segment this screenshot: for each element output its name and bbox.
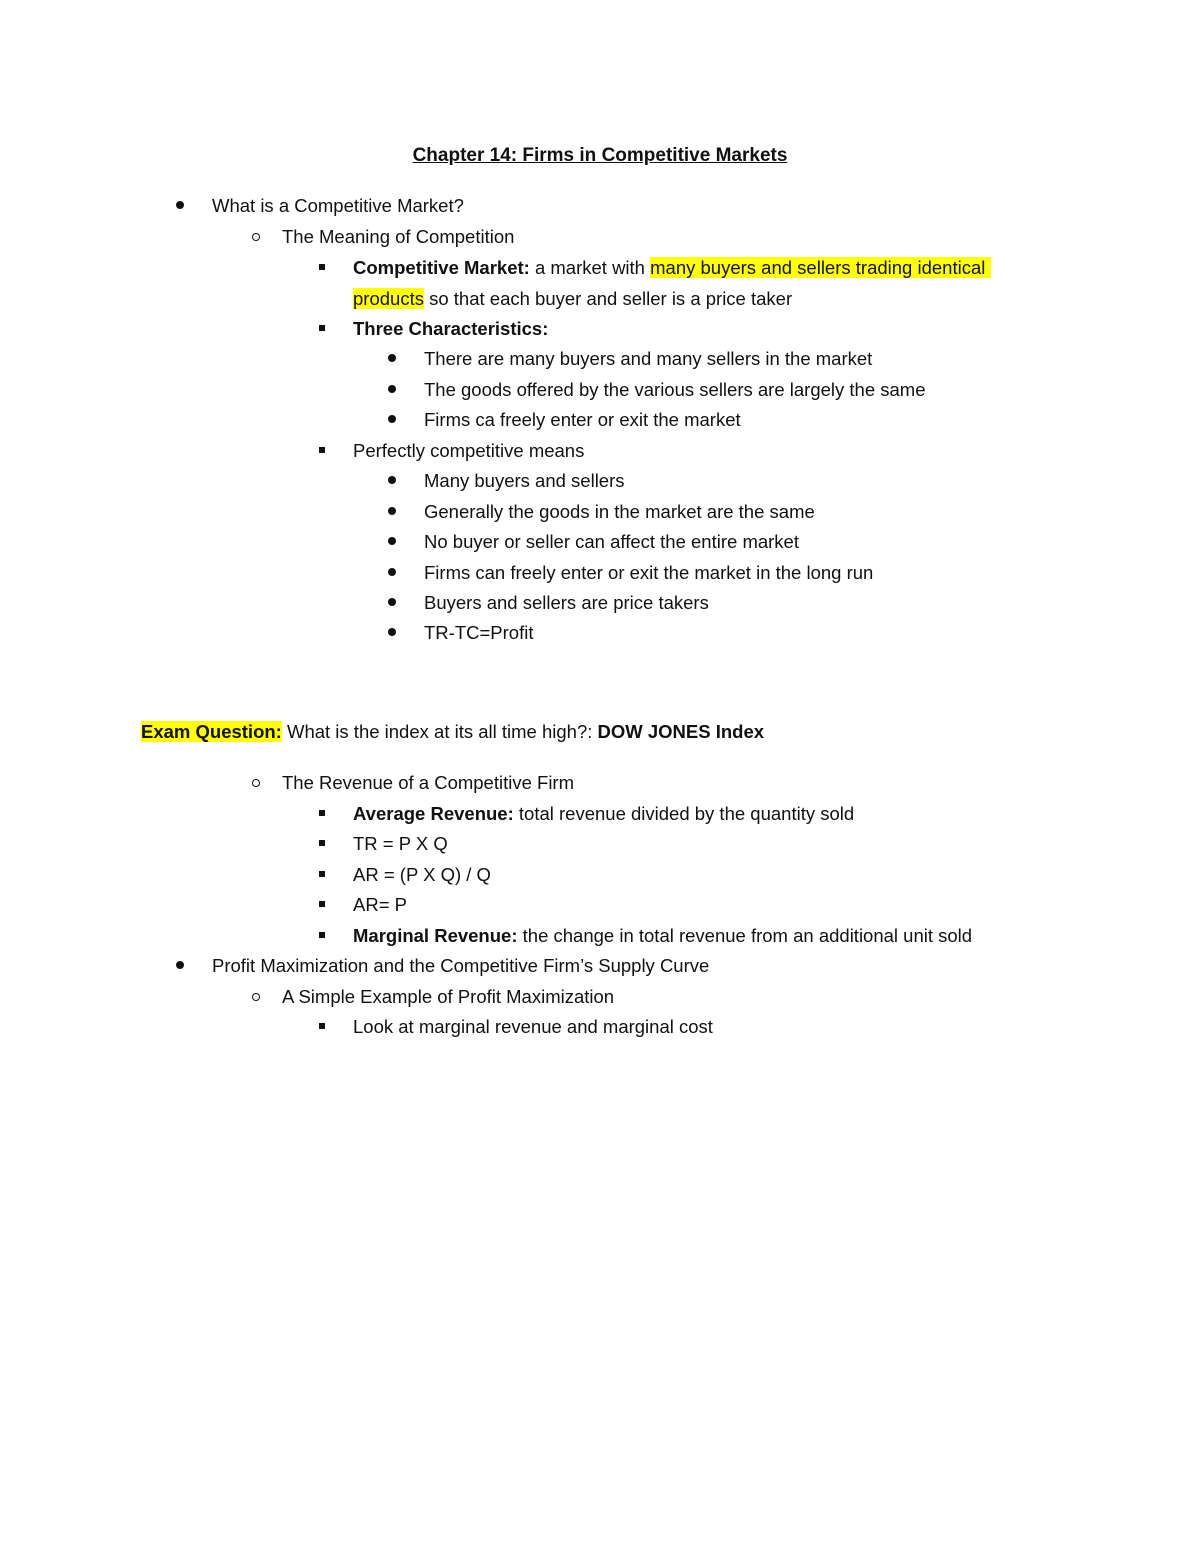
formula: TR = P X Q <box>353 833 448 854</box>
definition-line <box>353 256 991 280</box>
bullet-square-icon <box>312 256 332 280</box>
definition-term: Competitive Market: <box>353 257 530 278</box>
highlighted-text: many buyers and sellers trading identical <box>650 257 986 278</box>
bullet-dot-icon <box>382 591 402 615</box>
bullet-dot-icon <box>382 469 402 493</box>
exam-question <box>141 720 764 744</box>
bullet-square-icon <box>312 924 332 948</box>
bullet-dot-icon <box>382 621 402 645</box>
subsection-heading: A Simple Example of Profit Maximization <box>282 986 615 1007</box>
definition-continuation <box>353 287 792 311</box>
highlighted-text: products <box>353 288 424 309</box>
bullet-square-icon <box>312 802 332 826</box>
list-item: Firms can freely enter or exit the market in the long run <box>424 562 874 583</box>
list-item: TR-TC=Profit <box>424 622 534 643</box>
bullet-square-icon <box>312 893 332 917</box>
characteristics-label: Three Characteristics: <box>353 318 549 339</box>
formula: AR= P <box>353 894 407 915</box>
exam-answer: DOW JONES Index <box>597 721 765 742</box>
bullet-square-icon <box>312 439 332 463</box>
bullet-square-icon <box>312 1015 332 1039</box>
bullet-dot-icon <box>170 954 190 978</box>
page-title: Chapter 14: Firms in Competitive Markets <box>412 145 788 166</box>
bullet-dot-icon <box>382 500 402 524</box>
bullet-dot-icon <box>382 530 402 554</box>
bullet-square-icon <box>312 317 332 341</box>
subsection-heading: The Meaning of Competition <box>282 226 515 247</box>
highlight-trail <box>985 257 990 278</box>
definition-text: a market with <box>529 257 651 278</box>
bullet-square-icon <box>312 863 332 887</box>
list-item: Many buyers and sellers <box>424 470 625 491</box>
bullet-circle-icon <box>246 985 266 1009</box>
perfect-competition-label: Perfectly competitive means <box>353 440 585 461</box>
definition-term: Average Revenue: <box>353 803 514 824</box>
list-item: Firms ca freely enter or exit the market <box>424 409 741 430</box>
list-item: Generally the goods in the market are the same <box>424 501 815 522</box>
formula: AR = (P X Q) / Q <box>353 864 491 885</box>
definition-text: so that each buyer and seller is a price taker <box>423 288 793 309</box>
list-item: No buyer or seller can affect the entire market <box>424 531 799 552</box>
subsection-heading: The Revenue of a Competitive Firm <box>282 772 575 793</box>
bullet-dot-icon <box>382 561 402 585</box>
list-item: The goods offered by the various sellers are largely the same <box>424 379 926 400</box>
section-heading: What is a Competitive Market? <box>212 195 464 216</box>
definition-text: the change in total revenue from an additional unit sold <box>517 925 973 946</box>
bullet-circle-icon <box>246 225 266 249</box>
exam-label: Exam Question: <box>141 721 282 742</box>
bullet-circle-icon <box>246 771 266 795</box>
definition-text: total revenue divided by the quantity sold <box>513 803 855 824</box>
list-item: There are many buyers and many sellers in the market <box>424 348 873 369</box>
definition-term: Marginal Revenue: <box>353 925 518 946</box>
definition-line <box>353 924 972 948</box>
section-heading: Profit Maximization and the Competitive Firm’s Supply Curve <box>212 955 710 976</box>
bullet-dot-icon <box>170 194 190 218</box>
bullet-dot-icon <box>382 378 402 402</box>
list-item: Look at marginal revenue and marginal cost <box>353 1016 713 1037</box>
exam-question-text: What is the index at its all time high?: <box>281 721 598 742</box>
bullet-dot-icon <box>382 408 402 432</box>
bullet-square-icon <box>312 832 332 856</box>
list-item: Buyers and sellers are price takers <box>424 592 709 613</box>
definition-line <box>353 802 854 826</box>
bullet-dot-icon <box>382 347 402 371</box>
